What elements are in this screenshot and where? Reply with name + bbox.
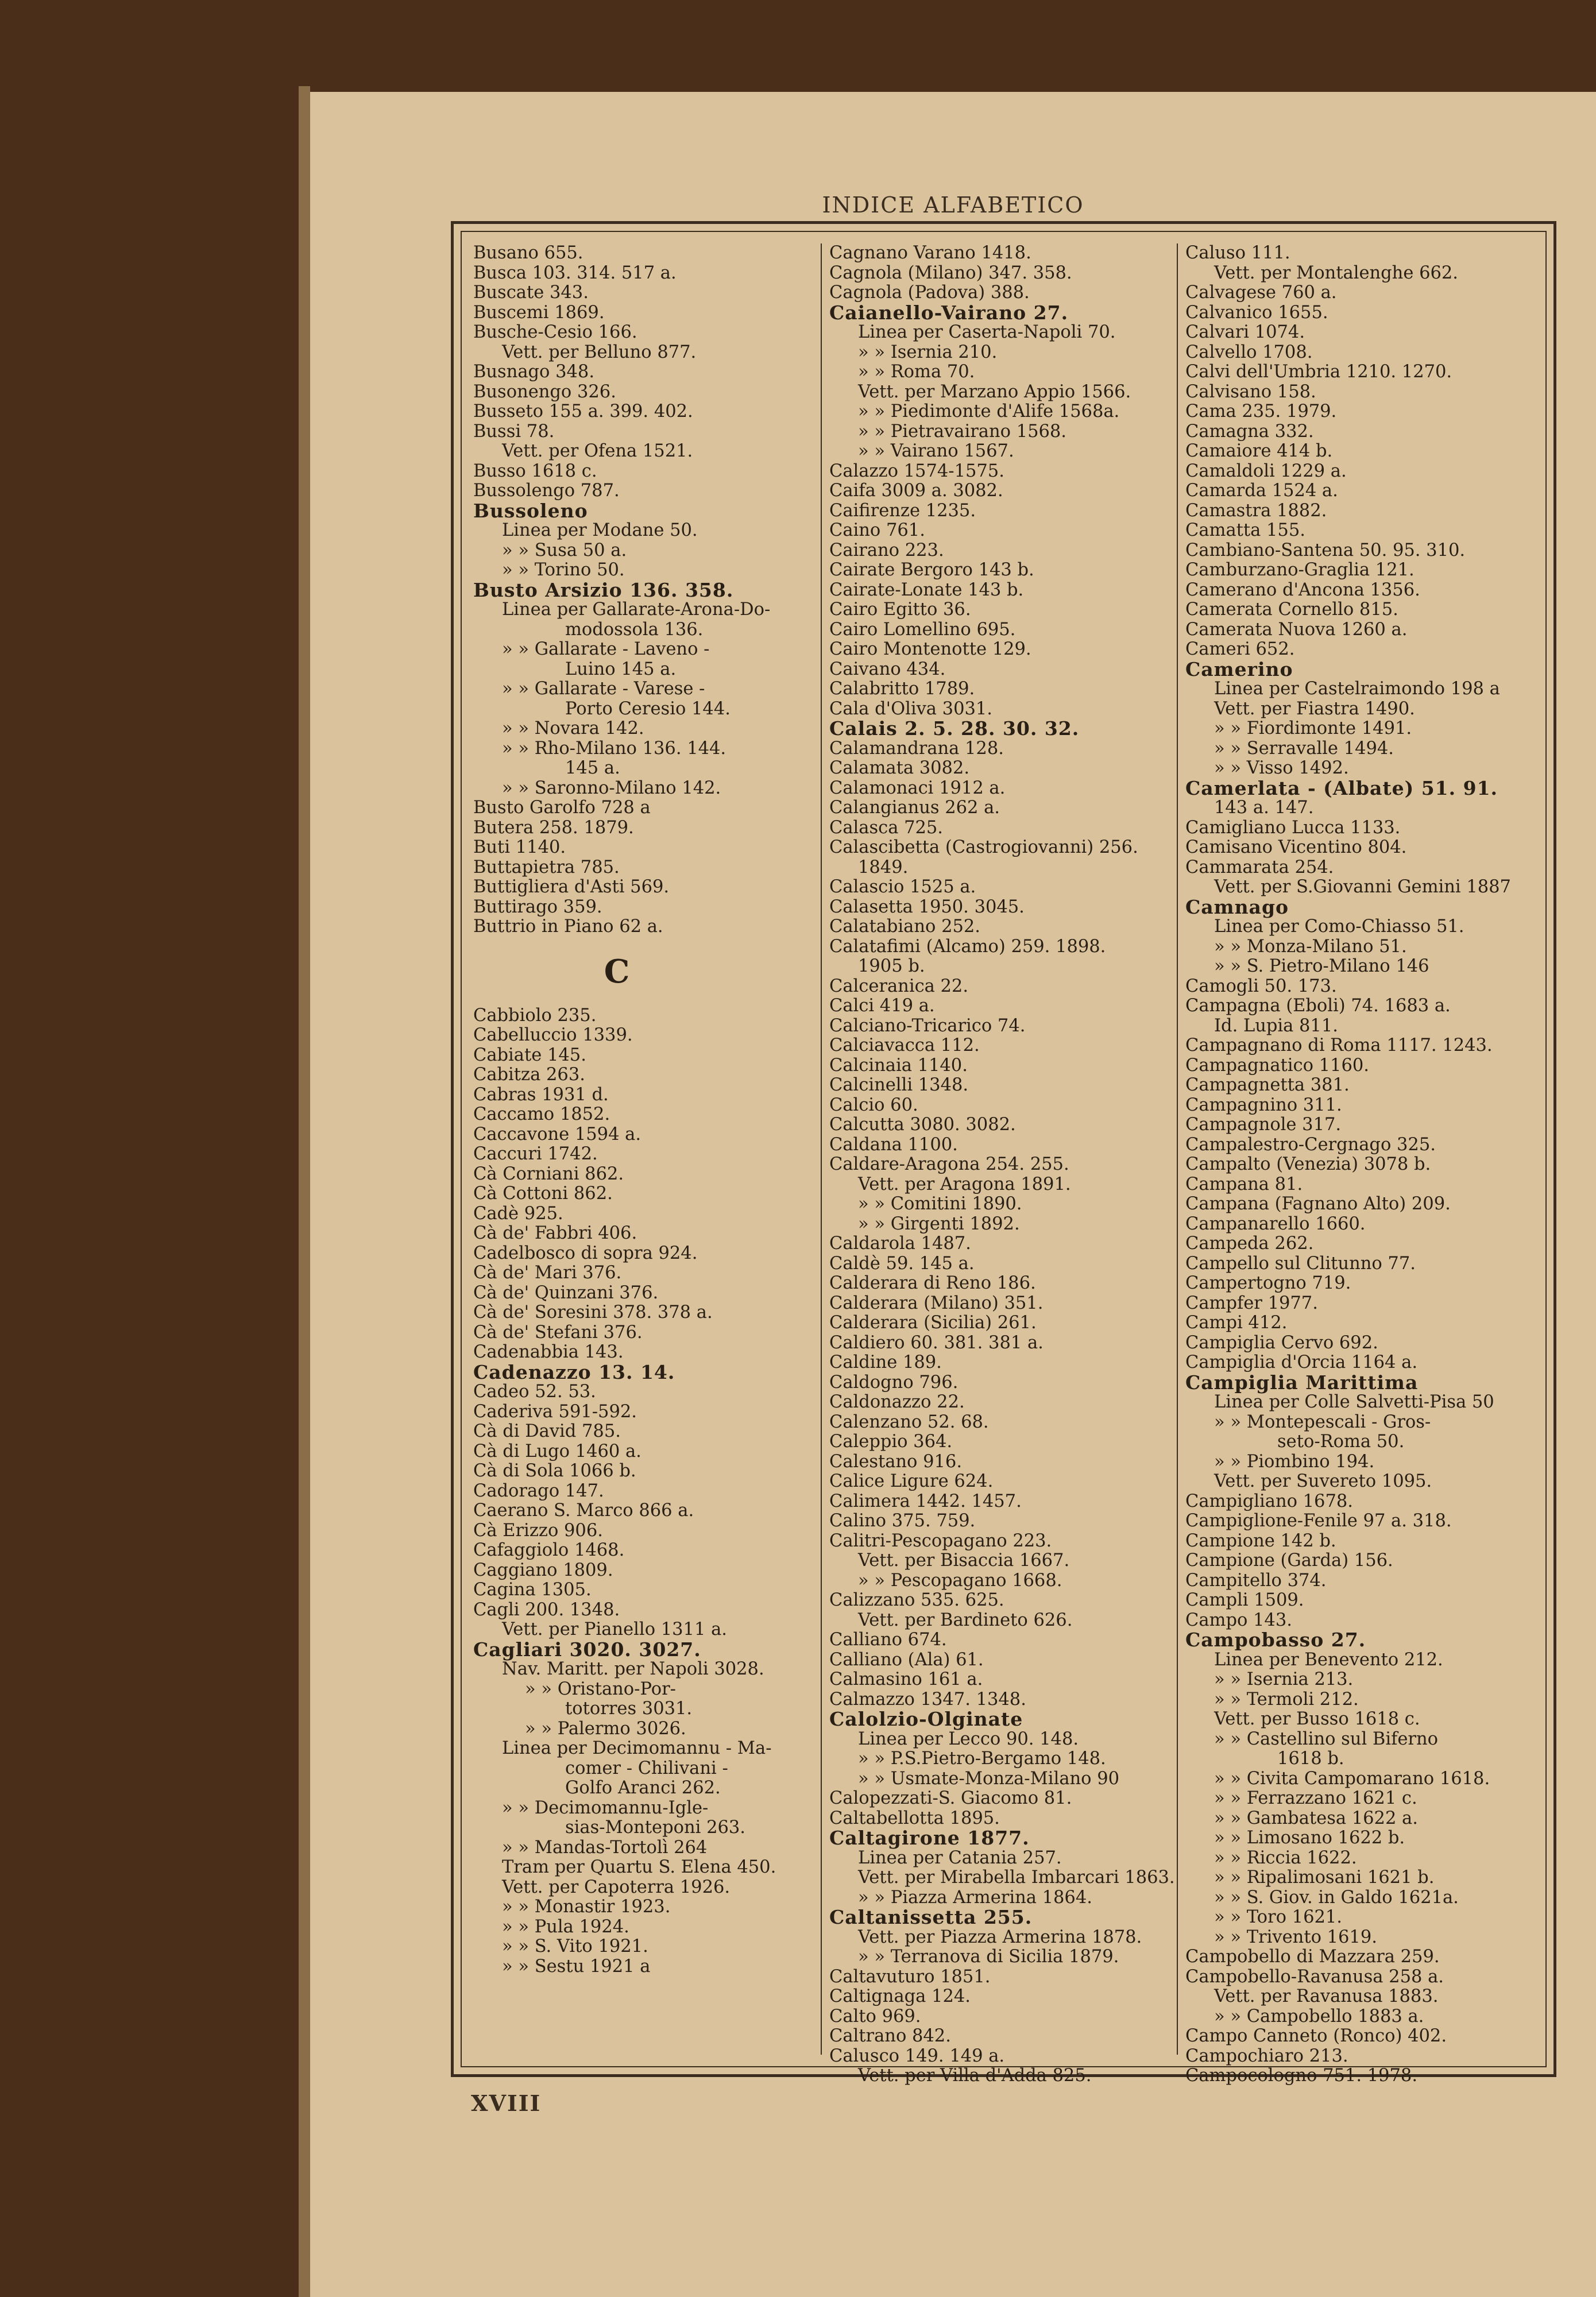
index-entry: Camigliano Lucca 1133. [1185, 817, 1401, 838]
index-entry: Caluso 111. [1185, 243, 1290, 263]
index-entry: Calmasino 161 a. [829, 1669, 983, 1689]
index-entry: Calascio 1525 a. [829, 877, 976, 897]
index-entry: Cabelluccio 1339. [473, 1025, 633, 1045]
index-entry: Porto Ceresio 144. [565, 698, 731, 719]
index-entry: » » Terranova di Sicilia 1879. [858, 1947, 1119, 1967]
index-entry: Luino 145 a. [565, 659, 677, 679]
index-entry: Calciano-Tricarico 74. [829, 1015, 1026, 1036]
index-entry: Cà di Lugo 1460 a. [473, 1441, 642, 1461]
index-entry: Caltavuturo 1851. [829, 1966, 991, 1987]
index-entry: Calcinelli 1348. [829, 1075, 969, 1095]
index-entry: » » Torino 50. [502, 560, 625, 580]
index-entry: Caerano S. Marco 866 a. [473, 1501, 694, 1521]
index-entry: 1905 b. [858, 956, 925, 976]
index-entry: » » Pula 1924. [502, 1916, 629, 1937]
index-entry: » » Sestu 1921 a [502, 1956, 651, 1977]
index-entry: » » S. Pietro-Milano 146 [1214, 956, 1429, 976]
index-entry: Cairo Lomellino 695. [829, 619, 1016, 640]
index-entry: Caldè 59. 145 a. [829, 1253, 975, 1274]
index-entry: Campanarello 1660. [1185, 1213, 1366, 1234]
index-entry: » » S. Vito 1921. [502, 1936, 648, 1956]
index-entry: Campli 1509. [1185, 1590, 1304, 1610]
index-entry: Camisano Vicentino 804. [1185, 837, 1407, 857]
index-entry: Caldarola 1487. [829, 1233, 971, 1254]
index-entry: Buscate 343. [473, 283, 589, 303]
index-entry: Calimera 1442. 1457. [829, 1491, 1022, 1511]
index-column-2 [829, 243, 1174, 2086]
index-entry: Calatabiano 252. [829, 917, 980, 937]
index-entry: Cairate Bergoro 143 b. [829, 560, 1034, 580]
index-entry: Cammarata 254. [1185, 857, 1334, 877]
index-entry: Bussolengo 787. [473, 481, 620, 501]
index-entry: Campiglia Marittima [1185, 1371, 1419, 1394]
index-entry: Calizzano 535. 625. [829, 1590, 1004, 1610]
index-entry: Caivano 434. [829, 659, 946, 679]
index-entry: » » Monza-Milano 51. [1214, 936, 1407, 957]
index-entry: Vett. per Villa d'Adda 825. [858, 2066, 1092, 2086]
index-entry: Buttapietra 785. [473, 857, 620, 877]
index-entry: Linea per Decimomannu - Ma- [502, 1738, 772, 1758]
index-entry: Linea per Lecco 90. 148. [858, 1728, 1079, 1749]
index-frame-inner [461, 231, 1547, 2086]
index-entry: Linea per Colle Salvetti-Pisa 50 [1214, 1392, 1494, 1412]
index-entry: Cagli 200. 1348. [473, 1599, 620, 1620]
index-entry: Buttigliera d'Asti 569. [473, 877, 670, 897]
index-entry: Camerata Nuova 1260 a. [1185, 619, 1408, 640]
index-entry: Campana (Fagnano Alto) 209. [1185, 1194, 1451, 1214]
index-entry: » » Girgenti 1892. [858, 1213, 1020, 1234]
index-entry: » » Decimomannu-Igle- [502, 1797, 709, 1818]
index-entry: Calangianus 262 a. [829, 798, 1000, 818]
index-entry: Caifa 3009 a. 3082. [829, 481, 1003, 501]
index-entry: Bussi 78. [473, 421, 555, 442]
index-entry: » » Campobello 1883 a. [1214, 2006, 1424, 2027]
index-entry: Calais 2. 5. 28. 30. 32. [829, 717, 1080, 740]
index-entry: Cadeo 52. 53. [473, 1382, 596, 1402]
index-entry: Busseto 155 a. 399. 402. [473, 401, 693, 421]
index-entry: Cà de' Quinzani 376. [473, 1282, 659, 1303]
index-entry: » » Toro 1621. [1214, 1907, 1343, 1927]
index-entry: Cadè 925. [473, 1203, 563, 1224]
index-entry: Cà de' Soresini 378. 378 a. [473, 1302, 713, 1322]
index-entry: Linea per Caserta-Napoli 70. [858, 322, 1116, 342]
index-entry: Campitello 374. [1185, 1570, 1327, 1591]
index-entry: Cagina 1305. [473, 1580, 592, 1600]
index-entry: Campo 143. [1185, 1610, 1292, 1630]
index-entry: Calto 969. [829, 2006, 921, 2027]
index-entry: Busso 1618 c. [473, 461, 597, 481]
index-column-1 [473, 243, 818, 1977]
index-entry: Caggiano 1809. [473, 1560, 613, 1580]
index-entry: Cagliari 3020. 3027. [473, 1638, 701, 1661]
index-entry: Camatta 155. [1185, 520, 1305, 540]
index-entry: Camnago [1185, 895, 1289, 918]
index-entry: Calvi dell'Umbria 1210. 1270. [1185, 362, 1452, 382]
index-entry: » » Susa 50 a. [502, 540, 627, 560]
index-entry: Busonengo 326. [473, 381, 616, 402]
index-entry: Vett. per Bardineto 626. [858, 1610, 1073, 1630]
page-edge [299, 86, 310, 2297]
index-entry: Caianello-Vairano 27. [829, 301, 1069, 324]
index-entry: Cairo Montenotte 129. [829, 639, 1031, 659]
index-entry: » » Gambatesa 1622 a. [1214, 1808, 1418, 1828]
index-entry: Linea per Como-Chiasso 51. [1214, 917, 1464, 937]
index-entry: Cabiate 145. [473, 1045, 586, 1065]
index-entry: Calamandrana 128. [829, 738, 1004, 759]
index-entry: » » Montepescali - Gros- [1214, 1412, 1431, 1432]
index-entry: Campocologno 751. 1978. [1185, 2066, 1418, 2086]
index-entry: Campigliano 1678. [1185, 1491, 1353, 1511]
index-entry: Calderara (Milano) 351. [829, 1293, 1044, 1313]
section-letter: C [604, 952, 630, 991]
index-entry: modossola 136. [565, 619, 704, 640]
index-entry: » » P.S.Pietro-Bergamo 148. [858, 1749, 1106, 1769]
index-entry: Caccuri 1742. [473, 1144, 598, 1164]
index-entry: Campobello-Ravanusa 258 a. [1185, 1966, 1444, 1987]
index-entry: Calceranica 22. [829, 976, 969, 996]
index-entry: Campione 142 b. [1185, 1530, 1336, 1551]
index-entry: » » Comitini 1890. [858, 1194, 1022, 1214]
index-entry: Buscemi 1869. [473, 302, 605, 323]
index-entry: » » Visso 1492. [1214, 758, 1349, 778]
index-entry: Camagna 332. [1185, 421, 1314, 442]
index-entry: Calazzo 1574-1575. [829, 461, 1004, 481]
index-entry: Camaldoli 1229 a. [1185, 461, 1347, 481]
index-entry: Cairano 223. [829, 540, 944, 560]
index-entry: Campagnetta 381. [1185, 1075, 1350, 1095]
index-entry: Linea per Modane 50. [502, 520, 698, 540]
index-entry: Linea per Castelraimondo 198 a [1214, 679, 1500, 699]
index-entry: Campalestro-Cergnago 325. [1185, 1134, 1436, 1155]
index-entry: Linea per Gallarate-Arona-Do- [502, 600, 771, 620]
index-entry: Buti 1140. [473, 837, 566, 857]
index-entry: » » Piombino 194. [1214, 1451, 1375, 1472]
index-entry: » » Oristano-Por- [525, 1679, 676, 1699]
index-entry: Cala d'Oliva 3031. [829, 698, 993, 719]
index-entry: Caldonazzo 22. [829, 1392, 965, 1412]
index-entry: Campertogno 719. [1185, 1273, 1351, 1293]
index-entry: Calascibetta (Castrogiovanni) 256. [829, 837, 1138, 857]
index-entry: Vett. per Aragona 1891. [858, 1174, 1071, 1194]
index-entry: » » Roma 70. [858, 362, 975, 382]
index-entry: » » Limosano 1622 b. [1214, 1828, 1405, 1848]
index-entry: » » Palermo 3026. [525, 1718, 686, 1739]
index-entry: Buttrio in Piano 62 a. [473, 917, 663, 937]
index-entry: seto-Roma 50. [1277, 1432, 1405, 1452]
index-entry: Calvari 1074. [1185, 322, 1305, 342]
index-entry: Calcinaia 1140. [829, 1055, 968, 1076]
index-entry: Tram per Quartu S. Elena 450. [502, 1857, 776, 1877]
column-divider [1177, 243, 1178, 2055]
index-entry: Campiglia Cervo 692. [1185, 1332, 1378, 1353]
index-entry: Caldine 189. [829, 1352, 942, 1372]
index-entry: Caltanissetta 255. [829, 1906, 1033, 1928]
index-frame [451, 221, 1556, 2086]
index-entry: Golfo Aranci 262. [565, 1778, 721, 1798]
index-entry: Camarda 1524 a. [1185, 481, 1338, 501]
index-entry: Camerano d'Ancona 1356. [1185, 579, 1420, 600]
index-entry: » » Novara 142. [502, 718, 644, 738]
index-entry: Cagnano Varano 1418. [829, 243, 1031, 263]
index-entry: » » Isernia 210. [858, 342, 998, 362]
index-entry: Campagnole 317. [1185, 1115, 1342, 1135]
index-entry: Cameri 652. [1185, 639, 1295, 659]
index-column-1-part-c [473, 1006, 818, 1977]
index-entry: Camogli 50. 173. [1185, 976, 1337, 996]
index-entry: Bussoleno [473, 499, 588, 522]
index-entry: Calciavacca 112. [829, 1035, 980, 1055]
index-entry: Camastra 1882. [1185, 500, 1327, 521]
index-entry: Caccavone 1594 a. [473, 1124, 642, 1144]
index-entry: Vett. per Pianello 1311 a. [502, 1619, 727, 1639]
index-entry: Cadorago 147. [473, 1480, 604, 1501]
index-entry: Butera 258. 1879. [473, 817, 634, 838]
index-entry: Campagnino 311. [1185, 1095, 1342, 1115]
index-entry: » » Castellino sul Biferno [1214, 1728, 1438, 1749]
index-entry: Vett. per Ofena 1521. [502, 441, 693, 461]
index-entry: » » Pietravairano 1568. [858, 421, 1067, 442]
index-entry: Campana 81. [1185, 1174, 1303, 1194]
index-entry: Caltabellotta 1895. [829, 1808, 1000, 1828]
index-entry: Campagnano di Roma 1117. 1243. [1185, 1035, 1493, 1055]
index-entry: » » Ripalimosani 1621 b. [1214, 1867, 1435, 1888]
index-entry: Cadenabbia 143. [473, 1342, 624, 1362]
index-entry: Campagnatico 1160. [1185, 1055, 1369, 1076]
index-entry: Cà di Sola 1066 b. [473, 1461, 636, 1481]
index-entry: Calamata 3082. [829, 758, 970, 778]
index-entry: Calopezzati-S. Giacomo 81. [829, 1788, 1072, 1808]
index-entry: Campfer 1977. [1185, 1293, 1318, 1313]
index-entry: Caleppio 364. [829, 1432, 953, 1452]
index-entry: » » Isernia 213. [1214, 1669, 1354, 1689]
page-header: INDICE ALFABETICO [822, 192, 1084, 218]
index-entry: Calamonaci 1912 a. [829, 778, 1006, 798]
index-entry: Calvagese 760 a. [1185, 283, 1337, 303]
index-entry: » » Rho-Milano 136. 144. [502, 738, 726, 759]
index-entry: Calatafimi (Alcamo) 259. 1898. [829, 936, 1106, 957]
index-entry: Cà de' Mari 376. [473, 1263, 622, 1283]
index-entry: Linea per Catania 257. [858, 1847, 1062, 1868]
index-entry: Busche-Cesio 166. [473, 322, 637, 342]
index-entry: Vett. per Marzano Appio 1566. [858, 381, 1131, 402]
index-entry: Vett. per Belluno 877. [502, 342, 697, 362]
index-entry: Caltignaga 124. [829, 1986, 971, 2006]
index-entry: Cama 235. 1979. [1185, 401, 1337, 421]
index-entry: » » Piazza Armerina 1864. [858, 1887, 1092, 1908]
index-entry: comer - Chilivani - [565, 1758, 728, 1778]
index-entry: Camerata Cornello 815. [1185, 600, 1398, 620]
index-entry: Cà de' Fabbri 406. [473, 1223, 637, 1243]
index-column-1-part-b [473, 243, 818, 937]
index-entry: Vett. per Capoterra 1926. [502, 1877, 731, 1897]
index-entry: Calasca 725. [829, 817, 943, 838]
index-entry: Vett. per Mirabella Imbarcari 1863. [858, 1867, 1175, 1888]
index-entry: Campobello di Mazzara 259. [1185, 1947, 1440, 1967]
index-entry: Calcutta 3080. 3082. [829, 1115, 1016, 1135]
index-entry: Calvello 1708. [1185, 342, 1313, 362]
index-entry: Calice Ligure 624. [829, 1471, 994, 1491]
column-divider [821, 243, 822, 2055]
index-entry: Caltagirone 1877. [829, 1827, 1030, 1849]
index-entry: Cà Corniani 862. [473, 1163, 624, 1184]
index-entry: » » Trivento 1619. [1214, 1927, 1377, 1947]
index-entry: 145 a. [565, 758, 620, 778]
index-entry: Cà Erizzo 906. [473, 1520, 603, 1541]
index-entry: Vett. per Suvereto 1095. [1214, 1471, 1432, 1491]
index-entry: Calci 419 a. [829, 996, 935, 1016]
index-entry: » » Termoli 212. [1214, 1689, 1359, 1710]
index-entry: Cairate-Lonate 143 b. [829, 579, 1024, 600]
index-entry: » » Pescopagano 1668. [858, 1570, 1062, 1591]
index-entry: » » Usmate-Monza-Milano 90 [858, 1768, 1120, 1789]
index-entry: Cabitza 263. [473, 1065, 585, 1085]
index-entry: Vett. per Fiastra 1490. [1214, 698, 1415, 719]
index-entry: Calitri-Pescopagano 223. [829, 1530, 1052, 1551]
index-entry: Cadenazzo 13. 14. [473, 1360, 675, 1383]
index-entry: Cagnola (Padova) 388. [829, 283, 1030, 303]
index-entry: Vett. per Montalenghe 662. [1214, 262, 1458, 283]
index-entry: Campalto (Venezia) 3078 b. [1185, 1154, 1431, 1174]
index-column-3 [1185, 243, 1541, 2086]
index-entry: Camerlata - (Albate) 51. 91. [1185, 776, 1498, 799]
index-entry: Cà di David 785. [473, 1421, 621, 1441]
index-entry: Campiglia d'Orcia 1164 a. [1185, 1352, 1418, 1372]
index-entry: Calino 375. 759. [829, 1511, 976, 1531]
index-entry: totorres 3031. [565, 1699, 693, 1719]
index-entry: Caino 761. [829, 520, 925, 540]
index-entry: Vett. per Bisaccia 1667. [858, 1550, 1070, 1571]
index-entry: » » Ferrazzano 1621 c. [1214, 1788, 1417, 1808]
index-entry: Calolzio-Olginate [829, 1708, 1023, 1730]
index-entry: » » Piedimonte d'Alife 1568a. [858, 401, 1120, 421]
index-entry: Busca 103. 314. 517 a. [473, 262, 677, 283]
index-entry: » » Vairano 1567. [858, 441, 1014, 461]
index-entry: Campagna (Eboli) 74. 1683 a. [1185, 996, 1451, 1016]
index-entry: Campello sul Clitunno 77. [1185, 1253, 1416, 1274]
index-entry: Cairo Egitto 36. [829, 600, 971, 620]
index-entry: Calvanico 1655. [1185, 302, 1328, 323]
index-entry: » » Mandas-Tortolì 264 [502, 1837, 708, 1858]
index-entry: Calcio 60. [829, 1095, 918, 1115]
book-page [310, 92, 1596, 2297]
index-entry: Cambiano-Santena 50. 95. 310. [1185, 540, 1466, 560]
index-entry: Busnago 348. [473, 362, 595, 382]
index-entry: Campobasso 27. [1185, 1629, 1366, 1651]
index-entry: Cà Cottoni 862. [473, 1184, 613, 1204]
index-entry: » » Gallarate - Laveno - [502, 639, 710, 659]
index-entry: Calliano (Ala) 61. [829, 1649, 984, 1670]
index-entry: Caldana 1100. [829, 1134, 958, 1155]
index-entry: Busto Garolfo 728 a [473, 798, 651, 818]
index-entry: 1849. [858, 857, 909, 877]
index-entry: Caccamo 1852. [473, 1104, 610, 1124]
index-entry: » » Riccia 1622. [1214, 1847, 1357, 1868]
index-entry: » » Gallarate - Varese - [502, 679, 705, 699]
index-entry: 143 a. 147. [1214, 798, 1314, 818]
index-entry: Caldogno 796. [829, 1372, 959, 1393]
index-entry: Camerino [1185, 658, 1293, 680]
index-entry: Caifirenze 1235. [829, 500, 976, 521]
index-entry: Calusco 149. 149 a. [829, 2045, 1005, 2066]
index-entry: Vett. per Busso 1618 c. [1214, 1709, 1420, 1729]
index-entry: Camburzano-Graglia 121. [1185, 560, 1415, 580]
index-entry: Calvisano 158. [1185, 381, 1316, 402]
index-entry: Busto Arsizio 136. 358. [473, 578, 734, 601]
index-entry: Caldiero 60. 381. 381 a. [829, 1332, 1044, 1353]
index-entry: » » Civita Campomarano 1618. [1214, 1768, 1490, 1789]
index-entry: Calestano 916. [829, 1451, 963, 1472]
index-entry: sias-Monteponi 263. [565, 1818, 745, 1838]
index-entry: » » S. Giov. in Galdo 1621a. [1214, 1887, 1459, 1908]
index-entry: Cà de' Stefani 376. [473, 1322, 643, 1343]
index-entry: Vett. per Piazza Armerina 1878. [858, 1927, 1142, 1947]
index-entry: Busano 655. [473, 243, 583, 263]
index-entry: Cabbiolo 235. [473, 1005, 597, 1026]
index-entry: Calasetta 1950. 3045. [829, 896, 1025, 917]
index-entry: Vett. per S.Giovanni Gemini 1887 [1214, 877, 1511, 897]
index-entry: Calmazzo 1347. 1348. [829, 1689, 1026, 1710]
index-entry: Cafaggiolo 1468. [473, 1540, 625, 1560]
index-entry: Cabras 1931 d. [473, 1084, 609, 1105]
index-entry: Cadelbosco di sopra 924. [473, 1243, 698, 1263]
index-entry: Campi 412. [1185, 1313, 1288, 1333]
index-entry: Caldare-Aragona 254. 255. [829, 1154, 1069, 1174]
index-entry: Buttirago 359. [473, 896, 602, 917]
index-entry: Caltrano 842. [829, 2026, 951, 2046]
index-entry: Camaiore 414 b. [1185, 441, 1333, 461]
index-entry: Campochiaro 213. [1185, 2045, 1348, 2066]
index-entry: Cagnola (Milano) 347. 358. [829, 262, 1072, 283]
index-entry: » » Serravalle 1494. [1214, 738, 1394, 759]
index-entry: Campione (Garda) 156. [1185, 1550, 1393, 1571]
index-entry: » » Monastir 1923. [502, 1897, 671, 1917]
index-entry: Nav. Maritt. per Napoli 3028. [502, 1659, 764, 1679]
page-number: XVIII [471, 2090, 542, 2116]
index-entry: Campeda 262. [1185, 1233, 1314, 1254]
index-entry: Calabritto 1789. [829, 679, 975, 699]
index-entry: Campo Canneto (Ronco) 402. [1185, 2026, 1447, 2046]
index-entry: 1618 b. [1277, 1749, 1344, 1769]
index-entry: Campiglione-Fenile 97 a. 318. [1185, 1511, 1452, 1531]
index-entry: Id. Lupia 811. [1214, 1015, 1338, 1036]
index-entry: » » Fiordimonte 1491. [1214, 718, 1412, 738]
index-entry: Linea per Benevento 212. [1214, 1649, 1443, 1670]
index-entry: » » Saronno-Milano 142. [502, 778, 721, 798]
index-entry: Calenzano 52. 68. [829, 1412, 989, 1432]
index-entry: Calderara di Reno 186. [829, 1273, 1036, 1293]
index-entry: Calliano 674. [829, 1630, 947, 1650]
index-entry: Caderiva 591-592. [473, 1401, 637, 1422]
index-entry: Calderara (Sicilia) 261. [829, 1313, 1037, 1333]
index-entry: Vett. per Ravanusa 1883. [1214, 1986, 1439, 2006]
